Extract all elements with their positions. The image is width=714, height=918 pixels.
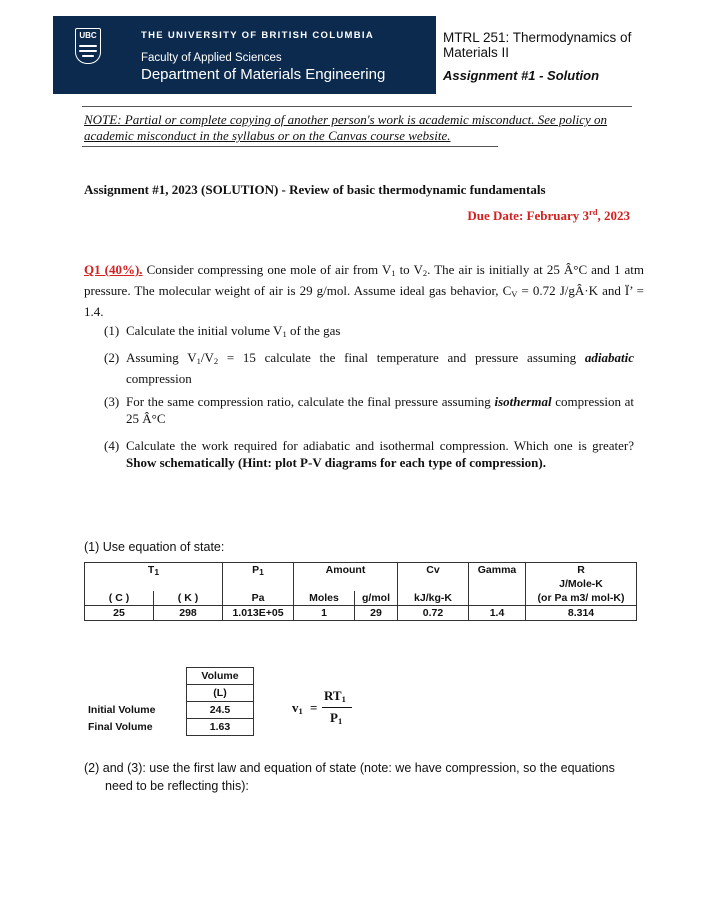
item-sub: 1	[196, 356, 201, 366]
table-cell	[294, 577, 398, 591]
due-suffix: , 2023	[597, 208, 630, 223]
assignment-title: Assignment #1, 2023 (SOLUTION) - Review of basic thermodynamic fundamentals	[84, 182, 546, 197]
item-number: (4)	[104, 438, 120, 453]
table-cell: g/mol	[355, 591, 398, 606]
table-cell: 1.013E+05	[223, 606, 294, 621]
header-label: P	[252, 563, 260, 576]
list-item	[104, 393, 634, 427]
header-banner	[53, 16, 683, 94]
step-1-heading: (1) Use equation of state:	[84, 540, 225, 554]
table-cell	[85, 577, 223, 591]
table-cell	[82, 668, 187, 685]
table-row	[82, 668, 254, 685]
formula-var: v	[292, 700, 299, 715]
table-cell: 298	[154, 606, 223, 621]
due-date	[467, 207, 630, 224]
item-text-part: Assuming V	[126, 350, 197, 365]
crest-wave-icon	[79, 50, 97, 52]
table-cell	[469, 591, 526, 606]
item-number: (2)	[104, 350, 120, 365]
table-cell: kJ/kg-K	[398, 591, 469, 606]
table-cell	[82, 685, 187, 702]
formula-lhs	[292, 700, 303, 716]
department-name: Department of Materials Engineering	[141, 66, 386, 83]
item-text-part: compression	[126, 371, 192, 386]
table-row	[85, 606, 637, 621]
item-text-part: = 15 calculate the final temperature and pressure assuming	[218, 350, 585, 365]
table-header-cell: Cv	[398, 563, 469, 578]
table-cell: 1	[294, 606, 355, 621]
q1-sub: 2	[422, 268, 428, 278]
table-cell: ( C )	[85, 591, 154, 606]
table-cell: Pa	[223, 591, 294, 606]
divider	[82, 106, 632, 107]
table-header-cell: Gamma	[469, 563, 526, 578]
table-header-cell: (L)	[187, 685, 254, 702]
table-cell: Moles	[294, 591, 355, 606]
faculty-name: Faculty of Applied Sciences	[141, 52, 282, 64]
due-sup: rd	[589, 207, 598, 217]
q1-text: Consider compressing one mole of air from V	[142, 262, 392, 277]
table-cell: 1.4	[469, 606, 526, 621]
q1-text: = 0.72 J/gÂ·K and Ï’ = 1.4.	[84, 283, 645, 319]
table-cell	[398, 577, 469, 591]
table-header-cell: Volume	[187, 668, 254, 685]
q1-paragraph	[84, 261, 644, 320]
table-cell	[223, 577, 294, 591]
item-text	[126, 437, 634, 471]
item-text	[126, 349, 634, 387]
misconduct-note: NOTE: Partial or complete copying of another person's work is academic misconduct. See policy on academic misconduct in the syllabus or on the Canvas course website.	[84, 112, 608, 143]
formula-equals: =	[310, 700, 318, 715]
table-header-cell	[223, 563, 294, 578]
table-cell: 0.72	[398, 606, 469, 621]
assignment-label: Assignment #1 - Solution	[443, 68, 600, 83]
volume-table	[82, 667, 254, 736]
table-row	[82, 685, 254, 702]
q1-label: Q1 (40%).	[84, 262, 143, 277]
table-cell: 29	[355, 606, 398, 621]
item-sub: 1	[282, 329, 287, 339]
q1-sub: 1	[391, 268, 396, 278]
step-2-heading: (2) and (3): use the first law and equation of state (note: we have compression, so the equations	[84, 761, 615, 775]
divider	[82, 146, 498, 147]
formula-sub: 1	[341, 694, 346, 704]
table-cell: ( K )	[154, 591, 223, 606]
table-header-cell: R	[526, 563, 637, 578]
table-cell: 1.63	[187, 719, 254, 736]
course-box	[436, 16, 683, 94]
course-title	[443, 30, 678, 60]
table-cell: 8.314	[526, 606, 637, 621]
header-label: T	[147, 563, 155, 576]
item-number: (3)	[104, 394, 120, 409]
university-name: THE UNIVERSITY OF BRITISH COLUMBIA	[141, 30, 374, 41]
list-item	[104, 437, 634, 471]
formula-sub: 1	[337, 716, 343, 726]
state-table	[84, 562, 637, 621]
row-label: Final Volume	[88, 721, 153, 733]
ideal-gas-formula	[292, 688, 362, 734]
table-row	[82, 719, 254, 736]
item-text	[126, 393, 634, 427]
ubc-crest-icon	[75, 28, 101, 64]
formula-sub: 1	[298, 706, 303, 716]
item-text-part: of the gas	[286, 323, 341, 338]
item-sub: 2	[213, 356, 219, 366]
table-cell: J/Mole-K	[526, 577, 637, 591]
table-header-cell: Amount	[294, 563, 398, 578]
item-text-part: For the same compression ratio, calculate the final pressure assuming	[126, 394, 495, 409]
q1-text: to V	[395, 262, 423, 277]
table-row	[85, 591, 637, 606]
header-sub: 1	[154, 566, 160, 577]
table-cell: (or Pa m3/ mol-K)	[526, 591, 637, 606]
table-header-cell	[85, 563, 223, 578]
table-row	[85, 563, 637, 578]
step-2-continued: need to be reflecting this):	[105, 779, 249, 793]
header-sub: 1	[259, 566, 264, 577]
item-emphasis: adiabatic	[584, 350, 635, 365]
item-text-part: compression at 25 Â°C	[126, 394, 634, 426]
item-emphasis: isothermal	[494, 394, 552, 409]
course-line-1: MTRL 251: Thermodynamics of	[443, 30, 632, 45]
formula-denominator	[330, 710, 342, 726]
row-label: Initial Volume	[88, 704, 156, 716]
item-text-part: Calculate the initial volume V	[126, 323, 283, 338]
table-row	[85, 577, 637, 591]
list-item	[104, 322, 634, 343]
item-strong: Show schematically (Hint: plot P-V diagrams for each type of compression).	[126, 455, 546, 470]
q1-sub: V	[511, 289, 518, 299]
formula-var: P	[330, 710, 338, 725]
formula-numerator	[324, 688, 346, 704]
item-number: (1)	[104, 323, 120, 338]
list-item	[104, 349, 634, 387]
course-line-2: Materials II	[443, 45, 510, 60]
due-prefix: Due Date: February 3	[467, 208, 589, 223]
item-text-part: Calculate the work required for adiabatic and isothermal compression. Which one is greater?	[126, 438, 634, 453]
crest-text: UBC	[79, 31, 97, 40]
crest-wave-icon	[82, 55, 94, 57]
formula-var: RT	[324, 688, 342, 703]
item-text	[126, 322, 634, 343]
fraction-bar	[322, 707, 352, 708]
crest-wave-icon	[79, 45, 97, 47]
item-text-part: /V	[200, 350, 214, 365]
table-cell: 24.5	[187, 702, 254, 719]
table-row	[82, 702, 254, 719]
table-cell	[469, 577, 526, 591]
q1-text: . The air is initially at 25 Â°C and 1 atm pressure. The molecular weight of air is 29 g/mol. Assume ideal gas behavior, C	[84, 262, 645, 298]
table-cell: 25	[85, 606, 154, 621]
